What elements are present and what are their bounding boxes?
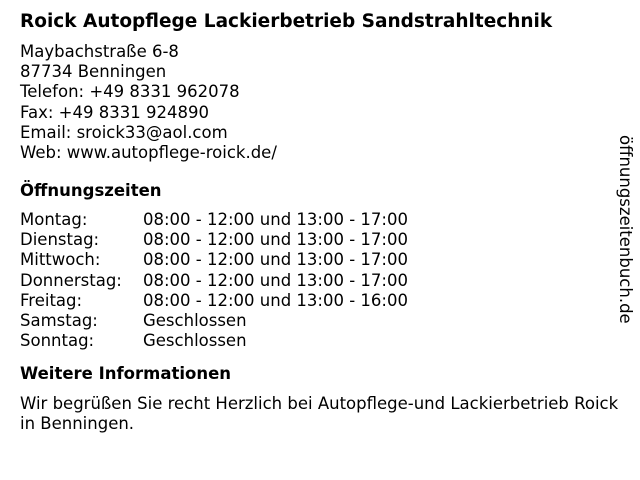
hours-row-tuesday	[20, 230, 610, 250]
time-value: Geschlossen	[143, 330, 247, 350]
hours-row-monday	[20, 210, 610, 230]
phone-number: Telefon: +49 8331 962078	[20, 82, 240, 102]
time-value: Geschlossen	[143, 310, 247, 330]
hours-row-friday	[20, 291, 610, 311]
hours-row-saturday	[20, 311, 610, 331]
time-value: 08:00 - 12:00 und 13:00 - 17:00	[143, 230, 408, 250]
day-label: Dienstag:	[20, 230, 100, 250]
business-name: Roick Autopflege Lackierbetrieb Sandstrahltechnik	[20, 11, 553, 32]
website-url: Web: www.autopflege-roick.de/	[20, 143, 277, 163]
business-card	[20, 10, 619, 451]
further-info-heading: Weitere Informationen	[20, 363, 232, 383]
fax-number: Fax: +49 8331 924890	[20, 102, 209, 122]
side-brand-text: öffnungszeitenbuch.de	[616, 135, 635, 324]
hours-row-wednesday	[20, 250, 610, 270]
hours-row-thursday	[20, 271, 610, 291]
opening-hours-heading: Öffnungszeiten	[20, 181, 162, 201]
further-info-text: Wir begrüßen Sie recht Herzlich bei Autopflege-und Lackierbetrieb Roick in Benningen.	[20, 393, 619, 434]
time-value: 08:00 - 12:00 und 13:00 - 17:00	[143, 270, 408, 290]
address-city: 87734 Benningen	[20, 62, 167, 82]
day-label: Donnerstag:	[20, 270, 122, 290]
time-value: 08:00 - 12:00 und 13:00 - 17:00	[143, 210, 408, 230]
day-label: Sonntag:	[20, 330, 95, 350]
time-value: 08:00 - 12:00 und 13:00 - 16:00	[143, 290, 408, 310]
day-label: Mittwoch:	[20, 250, 101, 270]
address-street: Maybachstraße 6-8	[20, 42, 179, 61]
day-label: Samstag:	[20, 310, 98, 330]
email-address: Email: sroick33@aol.com	[20, 122, 228, 142]
day-label: Montag:	[20, 210, 88, 230]
time-value: 08:00 - 12:00 und 13:00 - 17:00	[143, 250, 408, 270]
contact-block	[20, 42, 610, 163]
hours-row-sunday	[20, 331, 610, 351]
opening-hours-table	[20, 210, 610, 351]
day-label: Freitag:	[20, 290, 83, 310]
